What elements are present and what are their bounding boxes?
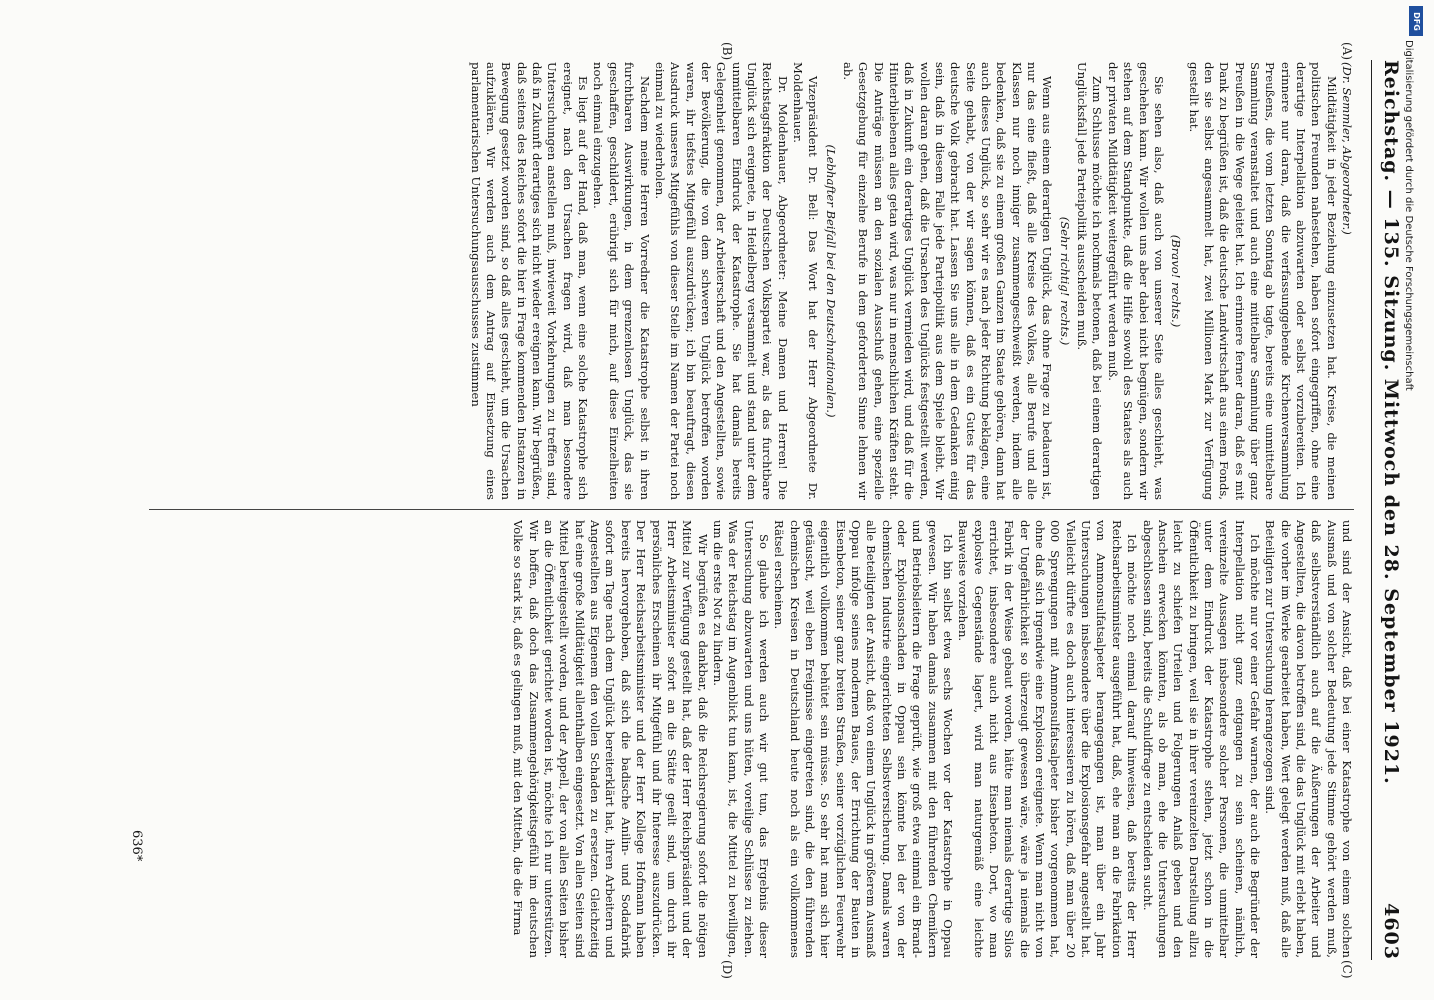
paragraph: Wenn aus einem derartigen Unglück, das ohne Frage zu bedauern ist, nur das eine fließt, daß alle Kreise des Volkes, alle Berufe und alle Klassen nur noch inniger zusammengeschweißt werden, indem alle bedenken, daß sie zu einem großen Ganzen im Staate gehören, dann hat auch dieses Unglück, so sehr wir es nach jeder Richtung beklagen, eine Seite gehabt, von der wir sagen können, daß es ein Gutes für das deutsche Volk gebracht hat. Lassen Sie uns alle in dem Gedanken einig sein, daß in diesem Falle jede Parteipolitik aus dem Spiele bleibt. Wir wollen daran gehen, daß die Ursachen des Unglücks festgestellt werden, daß in Zukunft ein derartiges Unglück vermieden wird, und daß für die Hinterbliebenen alles getan wird, was nur in menschlichen Kräften steht. Die Anträge müssen an den sozialen Ausschuß gehen, eine spezielle Gesetzgebung für einzelne Berufe in dem geforderten Sinne lehnen wir ab. — [841, 62, 1055, 500]
right-text-column — [149, 520, 1354, 958]
column-divider — [149, 509, 1354, 510]
left-text-column — [149, 62, 1354, 500]
paragraph: Wir begrüßen es dankbar, daß die Reichsregierung sofort die nötigen Mittel zur Verfügung gestellt hat, daß der Herr Reichspräsident und der Herr Arbeitsminister sofort an die Stätte geeilt sind, um durch ihr persönliches Erscheinen ihr Mitgefühl und ihr Interesse auszudrücken. Der Herr Reichsarbeitsminister und der Herr Kollege Hofmann haben bereits hervorgehoben, daß sich die badische Anilin- und Sodafabrik sofort am Tage nach dem Unglück bereiterklärt hat, ihren Arbeitern und Angestellten aus Eigenem den vollen Schaden zu ersetzen. Gleichzeitig hat eine große Mildtätigkeit allenthalben eingesetzt. Von allen Seiten sind Mittel bereitgestellt worden, und der Appell, der von allen Seiten bisher an die Öffentlichkeit gerichtet worden ist, möchte ich nur unterstützen. Wir hoffen, daß doch das Zusammengehörigkeitsgefühl im deutschen Volke so stark ist, daß es gelingen muß, mit den Mitteln, die die Firma — [511, 520, 710, 958]
paragraph: Es liegt auf der Hand, daß man, wenn eine solche Katastrophe sich ereignet, nach den Ursachen fragen wird, daß man besondere Untersuchungen anstellen muß, inwieweit Vorkehrungen zu treffen sind, daß in Zukunft derartiges sich nicht wieder ereignen kann. Wir begrüßen, daß seitens des Reiches sofort die hier in Frage kommenden Instanzen in Bewegung gesetzt worden sind, so daß alles geschieht, um die Ursachen aufzuklären. Wir werden auch dem Antrag auf Einsetzung eines parlamentarischen Untersuchungsausschusses zustimmen — [468, 62, 591, 500]
funding-note — [1398, 40, 1418, 940]
paragraph: Ich bin selbst etwa sechs Wochen vor der Katastrophe in Oppau gewesen. Wir haben damals zusammen mit den führenden Chemikern und Betriebsleitern die Frage geprüft, wie groß etwa einmal ein Brand- oder Explosionsschaden in Oppau sein könnte bei der von der chemischen Industrie eingerichteten Selbstversicherung. Damals waren alle Beteiligten der Ansicht, daß von einem Unglück in größerem Ausmaß Oppau infolge seines modernen Baues, der Errichtung der Bauten in Eisenbeton, seiner ganz breiten Straßen, seiner vorzüglichen Feuerwehr eigentlich vollkommen behütet sein müsse. So sehr hat man sich hier getäuscht, weil eben Ereignisse eingetreten sind, die den führenden chemischen Kreisen in Deutschland heute noch als ein vollkommenes Rätsel erscheinen. — [772, 520, 956, 958]
paragraph: Ich möchte noch einmal darauf hinweisen, daß bereits der Herr Reichsarbeitsminister ausgeführt hat, daß, ehe man an die Fabrikation von Ammonsulfatsalpeter herangegangen ist, man über ein Jahr Untersuchungen insbesondere über die Explosionsgefahr angestellt hat. Vielleicht dürfte es doch auch interessieren zu hören, daß man über 20 000 Sprengungen mit Ammonsulfatsalpeter bisher vorgenommen hat, ohne daß sich irgendwie eine Explosion ereignete. Wenn man nicht von der Ungefährlichkeit so überzeugt gewesen wäre, wäre ja niemals die Fabrik in der Weise gebaut worden, hätte man niemals derartige Silos errichtet, insbesondere auch nicht aus Eisenbeton. Dort, wo man explosive Gegenstände lagert, wird man naturgemäß eine leichte Bauweise vorziehen. — [956, 520, 1140, 958]
margin-marker-b: (B) — [720, 42, 734, 61]
margin-marker-d: (D) — [720, 960, 734, 979]
paragraph: So glaube ich werden auch wir gut tun, das Ergebnis dieser Untersuchung abzuwarten und uns hüten, voreilige Schlüsse zu ziehen. Was der Reichstag im Augenblick tun kann, ist, die Mittel zu bewilligen, um die erste Not zu lindern. — [710, 520, 771, 958]
interjection: (Sehr richtig! rechts.) — [1057, 216, 1072, 346]
interjection: (Lebhafter Beifall bei den Deutschnationalen.) — [823, 144, 838, 418]
paragraph: Ich möchte nur vor einer Gefahr warnen, der auch die Begründer der Interpellation nicht ganz entgangen zu sein scheinen, nämlich, vereinzelte Aussagen insbesondere solcher Personen, die unmittelbar unter dem Eindruck der Katastrophe stehen, jetzt schon in die Öffentlichkeit zu bringen, weil sie in ihrer vereinzelten Darstellung allzu leicht zu schiefen Urteilen und Folgerungen Anlaß geben und den Anschein erwecken könnten, als ob man, ehe die Untersuchungen abgeschlossen sind, bereits die Schuldfrage zu entscheiden sucht. — [1140, 520, 1262, 958]
paragraph: Nachdem meine Herren Vorredner die Katastrophe selbst in ihren furchtbaren Auswirkungen, in dem grenzenlosen Unglück, das sie geschaffen, geschildert, erübrigt sich für mich, auf diese Einzelheiten noch einmal einzugehen. — [591, 62, 652, 500]
paragraph: Sie sehen also, daß auch von unserer Seite alles geschieht, was geschehen kann. Wir wollen uns aber dabei nicht begnügen, sondern wir stehen auf dem Standpunkte, daß die Hilfe sowohl des Staates als auch der privaten Mildtätigkeit weitergeführt werden muß. — [1105, 62, 1166, 500]
margin-marker-c: (C) — [1340, 960, 1354, 979]
paragraph: Dr. Moldenhauer, Abgeordneter: Meine Damen und Herren! Die Reichstagsfraktion der Deutschen Volkspartei war, als das furchtbare Unglück sich ereignete, in Heidelberg versammelt und stand unter dem unmittelbaren Eindruck der Katastrophe. Sie hat damals bereits Gelegenheit genommen, der Arbeiterschaft und den Angestellten, sowie der Bevölkerung, die von dem schweren Unglück betroffen worden waren, ihr tiefstes Mitgefühl auszudrücken; ich bin beauftragt, diesen Ausdruck unseres Mitgefühls von dieser Stelle im Namen der Partei noch einmal zu wiederholen. — [652, 62, 790, 500]
paragraph: Mildtätigkeit in jeder Beziehung einzusetzen hat. Kreise, die meinen politischen Freunden nahestehen, haben sofort eingegriffen, ohne eine derartige Interpellation abzuwarten oder selbst vorzubereiten. Ich erinnere nur daran, daß die verfassunggebende Kirchenversammlung Preußens, die vom letzten Sonntag ab tagte, bereits eine unmittelbare Sammlung veranstaltet und auch eine mittelbare Sammlung über ganz Preußen in die Wege geleitet hat. Ich erinnere ferner daran, daß es mit Dank zu begrüßen ist, daß die deutsche Landwirtschaft aus einem Fonds, den sie selbst angesammelt hat, zwei Millionen Mark zur Verfügung gestellt hat. — [1186, 62, 1339, 500]
signature-mark: 636* — [129, 830, 144, 862]
page-number: 4603 — [1380, 903, 1402, 960]
paragraph: Vizepräsident Dr. Bell: Das Wort hat der Herr Abgeordnete Dr. Moldenhauer. — [790, 62, 821, 500]
speaker-note: (Dr. Semmler, Abgeordneter.) — [1340, 62, 1354, 235]
margin-marker-a: (A) — [1340, 42, 1354, 61]
dfg-logo — [1409, 6, 1423, 36]
paragraph: Zum Schlusse möchte ich nochmals betonen, daß bei einem derartigen Unglücksfall jede Parteipolitik ausscheiden muß. — [1075, 62, 1105, 500]
funding-note-text: Digitalisierung gefördert durch die Deutsche Forschungsgemeinschaft — [1403, 40, 1414, 391]
interjection: (Bravo! rechts.) — [1169, 234, 1184, 328]
running-head-title: Reichstag. — 135. Sitzung. Mittwoch den 28. September 1921. — [1380, 60, 1402, 785]
paragraph: und sind der Ansicht, daß bei einer Katastrophe von einem solchen Ausmaß und von solcher Bedeutung jede Stimme gehört werden muß, daß selbstverständlich auch auf die Äußerungen der Arbeiter und Angestellten, die davon betroffen sind, die das Unglück mit erlebt haben, die vorher im Werke gearbeitet haben, Wert gelegt werden muß, daß alle Beteiligten zur Untersuchung herangezogen sind. — [1263, 520, 1354, 958]
dfg-logo-text: DFG — [1411, 11, 1421, 31]
